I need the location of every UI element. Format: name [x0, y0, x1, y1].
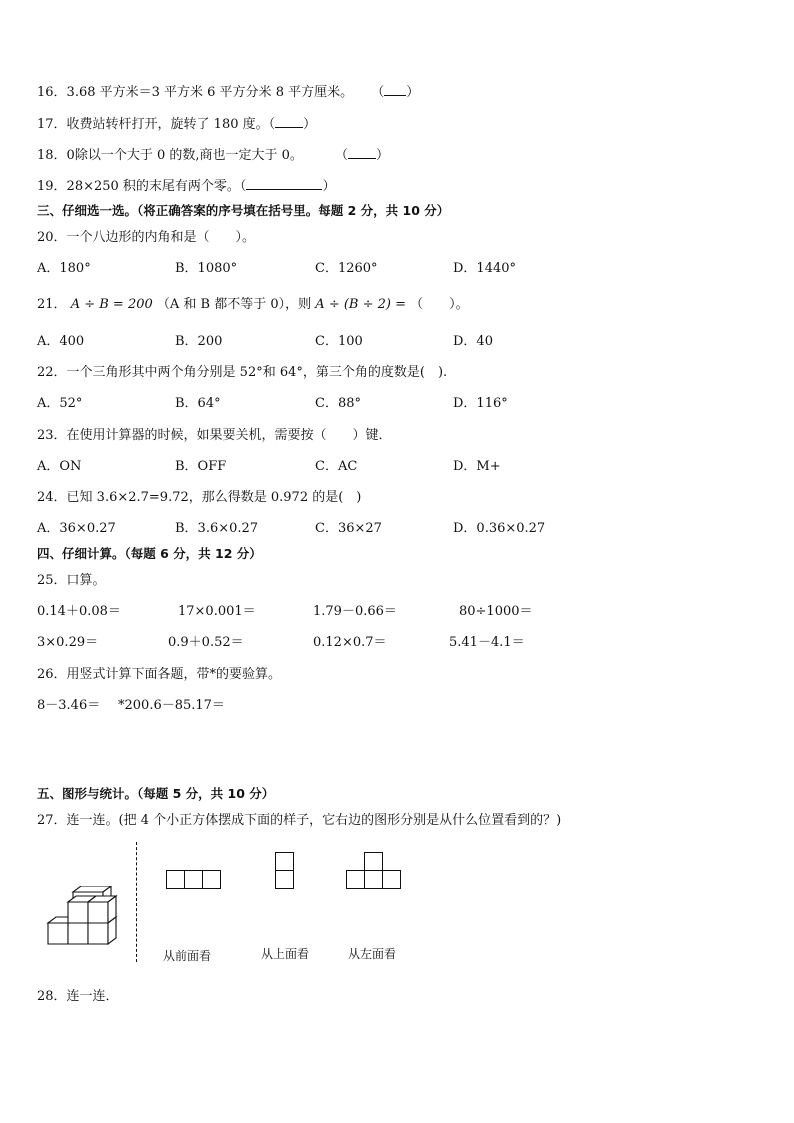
question-21-tail: （ ）。	[410, 297, 469, 312]
caption-left-view: 从左面看	[348, 947, 397, 961]
vertical-calc-item: *200.6－85.17＝	[118, 698, 225, 713]
answer-blank[interactable]	[246, 176, 322, 190]
mental-math-item: 5.41－4.1＝	[449, 635, 525, 650]
question-23: 23．在使用计算器的时候，如果要关机，需要按（ ）键．	[37, 428, 392, 443]
mental-math-item: 0.12×0.7＝	[313, 635, 387, 650]
question-28: 28．连一连．	[37, 989, 119, 1004]
question-16	[37, 82, 419, 102]
answer-blank[interactable]	[384, 82, 406, 96]
question-27: 27．连一连。(把 4 个小正方体摆成下面的样子，它右边的图形分别是从什么位置看到的？)	[37, 813, 562, 828]
left-view-square	[364, 852, 383, 871]
dashed-divider	[136, 842, 137, 962]
option-a[interactable]: A．400	[37, 334, 85, 349]
option-d[interactable]: D．M+	[453, 459, 501, 474]
vertical-calc-item: 8－3.46＝	[37, 698, 101, 713]
option-a[interactable]: A．180°	[37, 261, 91, 276]
question-21	[37, 296, 469, 314]
left-view-square	[382, 870, 401, 889]
option-c[interactable]: C．36×27	[315, 521, 382, 536]
cube-stack-figure	[44, 886, 126, 948]
question-16-text: 16．3.68 平方米＝3 平方米 6 平方分米 8 平方厘米。	[37, 85, 354, 100]
option-c[interactable]: C．100	[315, 334, 363, 349]
section-5-title: 五、图形与统计。（每题 5 分，共 10 分）	[37, 786, 275, 801]
paren-close: ）	[376, 148, 390, 163]
front-view-square	[202, 870, 221, 889]
mental-math-item: 1.79－0.66＝	[313, 604, 397, 619]
paren-close: ）	[322, 179, 336, 194]
question-26: 26．用竖式计算下面各题，带*的要验算。	[37, 667, 282, 682]
option-b[interactable]: B．1080°	[175, 261, 238, 276]
option-b[interactable]: B．200	[175, 334, 223, 349]
mental-math-item: 17×0.001＝	[178, 604, 256, 619]
question-24: 24．已知 3.6×2.7=9.72，那么得数是 0.972 的是( )	[37, 490, 362, 505]
left-view-square	[346, 870, 365, 889]
caption-front-view: 从前面看	[163, 949, 212, 963]
option-c[interactable]: C．AC	[315, 459, 358, 474]
caption-top-view: 从上面看	[261, 947, 310, 961]
question-19	[37, 176, 335, 196]
top-view-square	[275, 870, 294, 889]
section-4-title: 四、仔细计算。（每题 6 分，共 12 分）	[37, 546, 262, 561]
front-view-square	[166, 870, 185, 889]
answer-blank[interactable]	[348, 145, 376, 159]
mental-math-item: 80÷1000＝	[459, 604, 533, 619]
question-20: 20．一个八边形的内角和是（ ）。	[37, 230, 256, 245]
option-a[interactable]: A．ON	[37, 459, 82, 474]
mental-math-item: 0.9＋0.52＝	[168, 635, 244, 650]
top-view-square	[275, 852, 294, 871]
option-d[interactable]: D．116°	[453, 396, 508, 411]
answer-blank[interactable]	[275, 114, 303, 128]
question-17-text: 17．收费站转杆打开，旋转了 180 度。（	[37, 117, 276, 132]
option-d[interactable]: D．40	[453, 334, 493, 349]
mental-math-item: 3×0.29＝	[37, 635, 99, 650]
question-21-expr1: A ÷ B = 200	[70, 297, 153, 312]
option-c[interactable]: C．1260°	[315, 261, 378, 276]
question-17	[37, 114, 316, 134]
question-19-text: 19．28×250 积的末尾有两个零。（	[37, 179, 247, 194]
option-b[interactable]: B．64°	[175, 396, 221, 411]
question-21-mid: （A 和 B 都不等于 0），则	[156, 297, 312, 312]
question-18-text: 18．0除以一个大于 0 的数,商也一定大于 0。	[37, 148, 303, 163]
option-a[interactable]: A．36×0.27	[37, 521, 116, 536]
option-a[interactable]: A．52°	[37, 396, 83, 411]
option-c[interactable]: C．88°	[315, 396, 361, 411]
paren-close: ）	[303, 117, 317, 132]
question-25: 25．口算。	[37, 573, 106, 588]
paren-close: ）	[406, 85, 420, 100]
left-view-square	[364, 870, 383, 889]
section-3-title: 三、仔细选一选。（将正确答案的序号填在括号里。每题 2 分，共 10 分）	[37, 203, 450, 218]
paren-open: （	[371, 85, 385, 100]
question-18	[37, 145, 389, 165]
option-b[interactable]: B．3.6×0.27	[175, 521, 259, 536]
question-22: 22．一个三角形其中两个角分别是 52°和 64°，第三个角的度数是( ).	[37, 365, 448, 380]
option-d[interactable]: D．0.36×0.27	[453, 521, 546, 536]
front-view-square	[184, 870, 203, 889]
mental-math-item: 0.14＋0.08＝	[37, 604, 121, 619]
option-d[interactable]: D．1440°	[453, 261, 517, 276]
question-21-expr2: A ÷ (B ÷ 2) =	[315, 297, 406, 312]
paren-open: （	[335, 148, 349, 163]
question-21-num: 21．	[37, 297, 67, 312]
option-b[interactable]: B．OFF	[175, 459, 227, 474]
